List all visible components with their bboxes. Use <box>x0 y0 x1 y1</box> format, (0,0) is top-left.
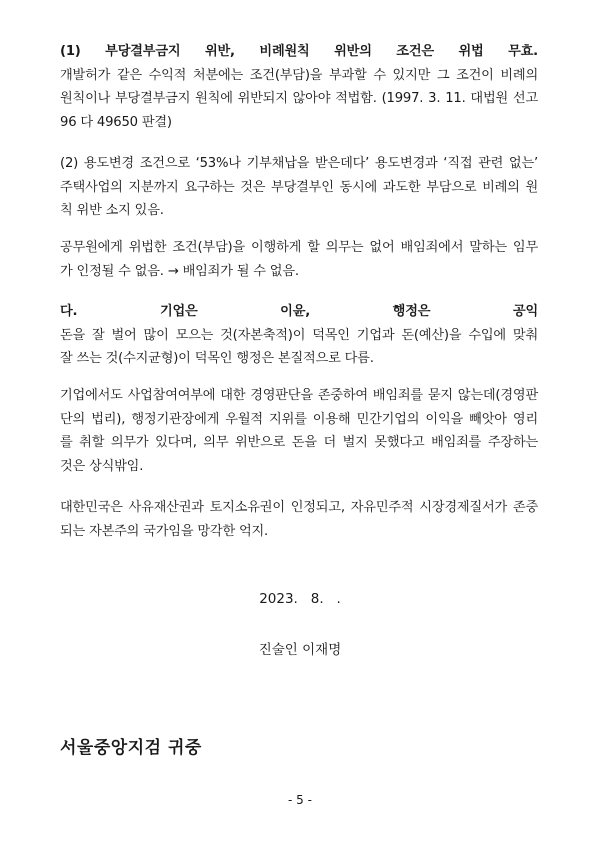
paragraph-line: 주택사업의 지분까지 요구하는 것은 부당결부인 동시에 과도한 부담으로 비례의 원 <box>60 179 538 195</box>
section-4 <box>60 300 538 371</box>
paragraph-line: 단의 법리), 행정기관장에게 우월적 지위를 이용해 민간기업의 이익을 빼앗아 영리 <box>60 411 538 427</box>
paragraph-line: 대한민국은 사유재산권과 토지소유권이 인정되고, 자유민주적 시장경제질서가 존중 <box>60 500 538 515</box>
paragraph-line: 원칙이나 부당결부금지 원칙에 위반되지 않아야 적법함. (1997. 3. 11. 대법원 선고 <box>60 91 538 106</box>
section-1 <box>60 40 538 134</box>
section-2 <box>60 152 538 223</box>
page-number: - 5 - <box>288 793 312 807</box>
section-3 <box>60 236 538 283</box>
paragraph-line: 가 인정될 수 없음. → 배임죄가 될 수 없음. <box>60 263 299 279</box>
paragraph-line: 잘 쓰는 것(수지균형)이 덕목인 행정은 본질적으로 다름. <box>60 351 374 366</box>
paragraph-line: 칙 위반 소지 있음. <box>60 203 164 218</box>
paragraph-line: 를 취할 의무가 있다며, 의무 위반으로 돈을 더 벌지 못했다고 배임죄를 주장하는 <box>60 435 538 450</box>
paragraph-line: 공무원에게 위법한 조건(부담)을 이행하게 할 의무는 없어 배임죄에서 말하는 임무 <box>60 240 538 255</box>
section-5 <box>60 384 538 478</box>
section-heading: (1) 부당결부금지 위반, 비례원칙 위반의 조건은 위법 무효. <box>60 44 538 59</box>
paragraph-line: 기업에서도 사업참여여부에 대한 경영판단을 존중하여 배임죄를 묻지 않는데(경영판 <box>60 388 538 403</box>
section-6 <box>60 496 538 543</box>
paragraph-line: 되는 자본주의 국가임을 망각한 억지. <box>60 523 269 539</box>
paragraph-line: 돈을 잘 벌어 많이 모으는 것(자본축적)이 덕목인 기업과 돈(예산)을 수입에 맞춰 <box>60 327 538 343</box>
section-heading: 다. 기업은 이윤, 행정은 공익 <box>60 304 538 319</box>
paragraph-line: (2) 용도변경 조건으로 ‘53%나 기부채납을 받은데다’ 용도변경과 ‘직접 관련 없는’ <box>60 156 538 171</box>
paragraph-line: 96 다 49650 판결) <box>60 114 172 130</box>
paragraph-line: 것은 상식밖임. <box>60 458 144 474</box>
signature: 진술인 이재명 <box>258 642 342 658</box>
document-date: 2023. 8. . <box>259 591 341 607</box>
paragraph-line: 개발허가 같은 수익적 처분에는 조건(부담)을 부과할 수 있지만 그 조건이 비례의 <box>60 67 538 83</box>
addressee: 서울중앙지검 귀중 <box>60 738 202 758</box>
